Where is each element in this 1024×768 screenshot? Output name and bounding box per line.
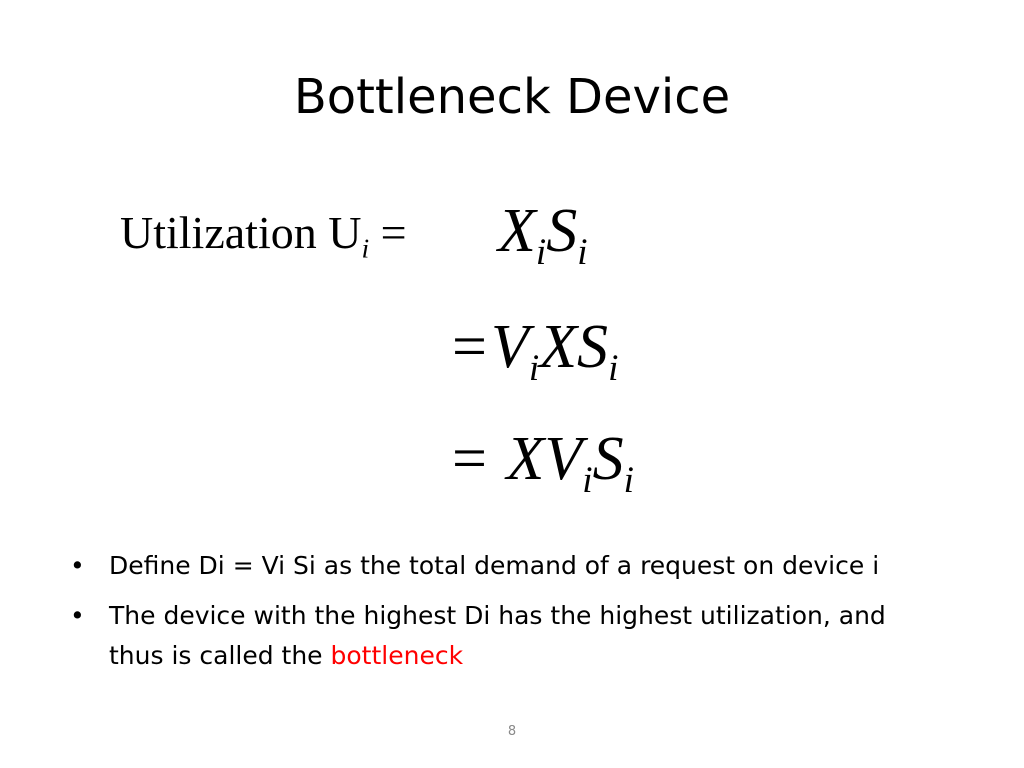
page-number: 8 [507, 724, 517, 739]
symbol-s: S [546, 197, 578, 265]
symbol-xv: XV [506, 425, 583, 493]
symbol-s-subscript: i [623, 460, 634, 502]
utilization-label-text: Utilization U [120, 207, 362, 258]
symbol-v: V [490, 313, 529, 381]
symbol-v-subscript: i [582, 460, 593, 502]
symbol-x-subscript: i [535, 232, 547, 274]
bullet-text: Define Di = Vi Si as the total demand of a request on device i [109, 551, 880, 580]
equation-line-2 [452, 302, 618, 392]
utilization-subscript: i [361, 232, 370, 264]
bullet-item [64, 596, 944, 676]
equation-line-3 [452, 414, 634, 504]
bullet-list [64, 546, 944, 686]
equals-sign: = [380, 207, 407, 258]
equals-sign: = [452, 425, 487, 493]
slide-title: Bottleneck Device [293, 69, 731, 125]
symbol-x: X [498, 197, 536, 265]
symbol-s-subscript: i [608, 348, 619, 390]
bullet-text: The device with the highest Di has the highest utilization, and thus is called the [109, 601, 886, 670]
equals-sign: = [452, 313, 487, 381]
symbol-v-subscript: i [528, 348, 540, 390]
symbol-xs: XS [539, 313, 609, 381]
bullet-marker: • [70, 551, 85, 580]
symbol-s: S [592, 425, 624, 493]
bullet-item [64, 546, 944, 586]
symbol-s-subscript: i [577, 232, 588, 274]
equation-line-1 [498, 186, 588, 276]
bottleneck-highlight: bottleneck [330, 641, 464, 670]
utilization-label [120, 198, 407, 268]
bullet-marker: • [70, 601, 85, 630]
